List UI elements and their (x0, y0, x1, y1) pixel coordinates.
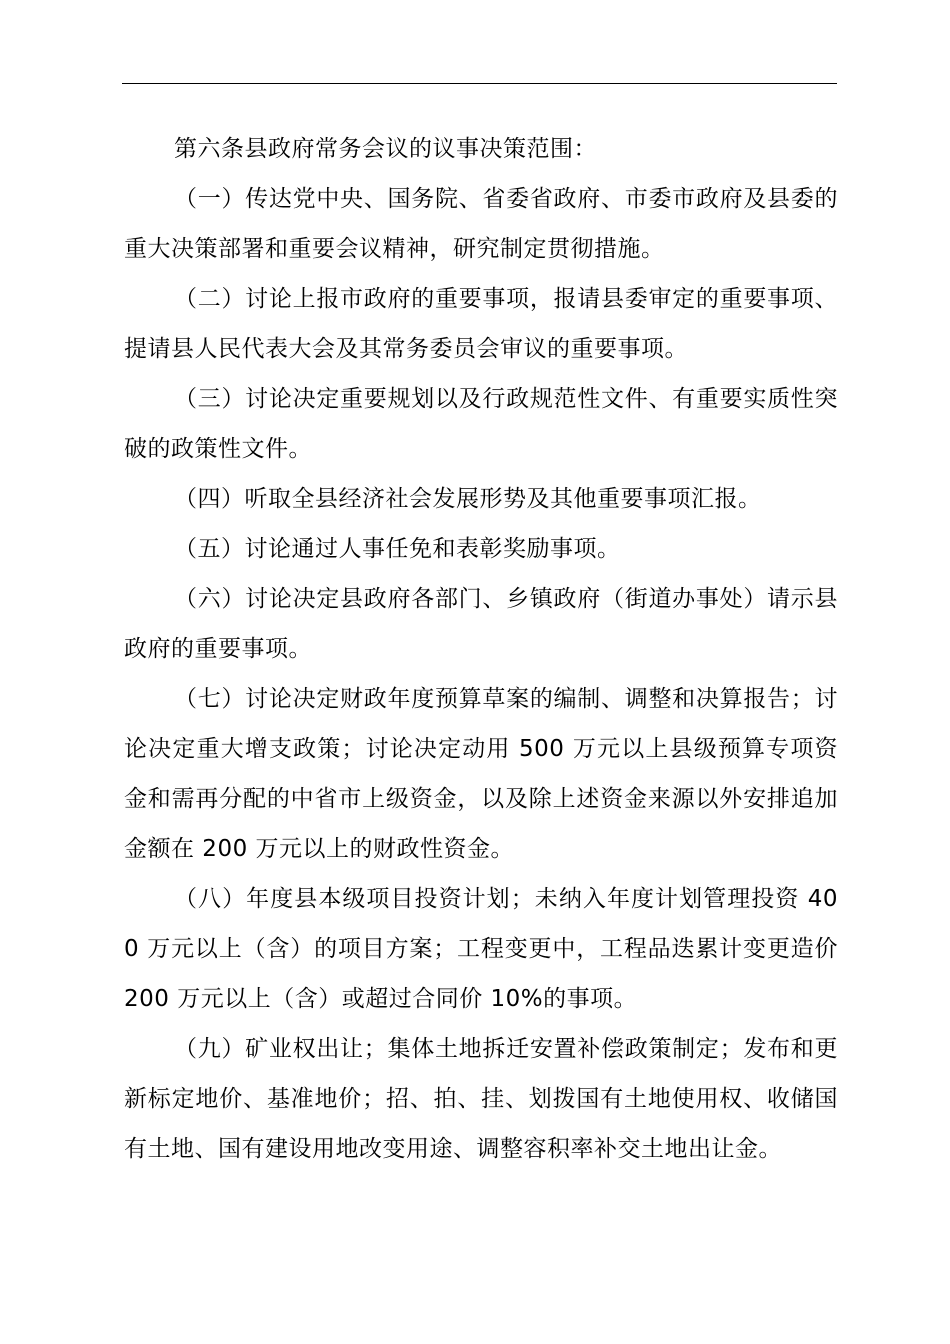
article-heading: 第六条县政府常务会议的议事决策范围： (174, 136, 597, 162)
item-7-paragraph: （七）讨论决定财政年度预算草案的编制、调整和决算报告；讨论决定重大增支政策；讨论决定动用 500 万元以上县级预算专项资金和需再分配的中省市上级资金，以及除上述资金来源以外安排追加金额在 200 万元以上的财政性资金。 (124, 686, 838, 862)
item-1-paragraph: （一）传达党中央、国务院、省委省政府、市委市政府及县委的重大决策部署和重要会议精神，研究制定贯彻措施。 (124, 186, 838, 262)
item-5-paragraph: （五）讨论通过人事任免和表彰奖励事项。 (174, 536, 621, 562)
item-9-paragraph: （九）矿业权出让；集体土地拆迁安置补偿政策制定；发布和更新标定地价、基准地价；招、拍、挂、划拨国有土地使用权、收储国有土地、国有建设用地改变用途、调整容积率补交土地出让金。 (124, 1036, 838, 1162)
item-8-paragraph: （八）年度县本级项目投资计划；未纳入年度计划管理投资 400 万元以上（含）的项目方案；工程变更中，工程品迭累计变更造价 200 万元以上（含）或超过合同价 10%的事项。 (124, 886, 838, 1012)
item-4-paragraph: （四）听取全县经济社会发展形势及其他重要事项汇报。 (174, 486, 762, 512)
item-2-paragraph: （二）讨论上报市政府的重要事项，报请县委审定的重要事项、提请县人民代表大会及其常务委员会审议的重要事项。 (124, 286, 838, 362)
item-6-paragraph: （六）讨论决定县政府各部门、乡镇政府（街道办事处）请示县政府的重要事项。 (124, 586, 838, 662)
document-body (124, 124, 838, 1174)
header-rule (122, 83, 837, 84)
item-3-paragraph: （三）讨论决定重要规划以及行政规范性文件、有重要实质性突破的政策性文件。 (124, 386, 838, 462)
